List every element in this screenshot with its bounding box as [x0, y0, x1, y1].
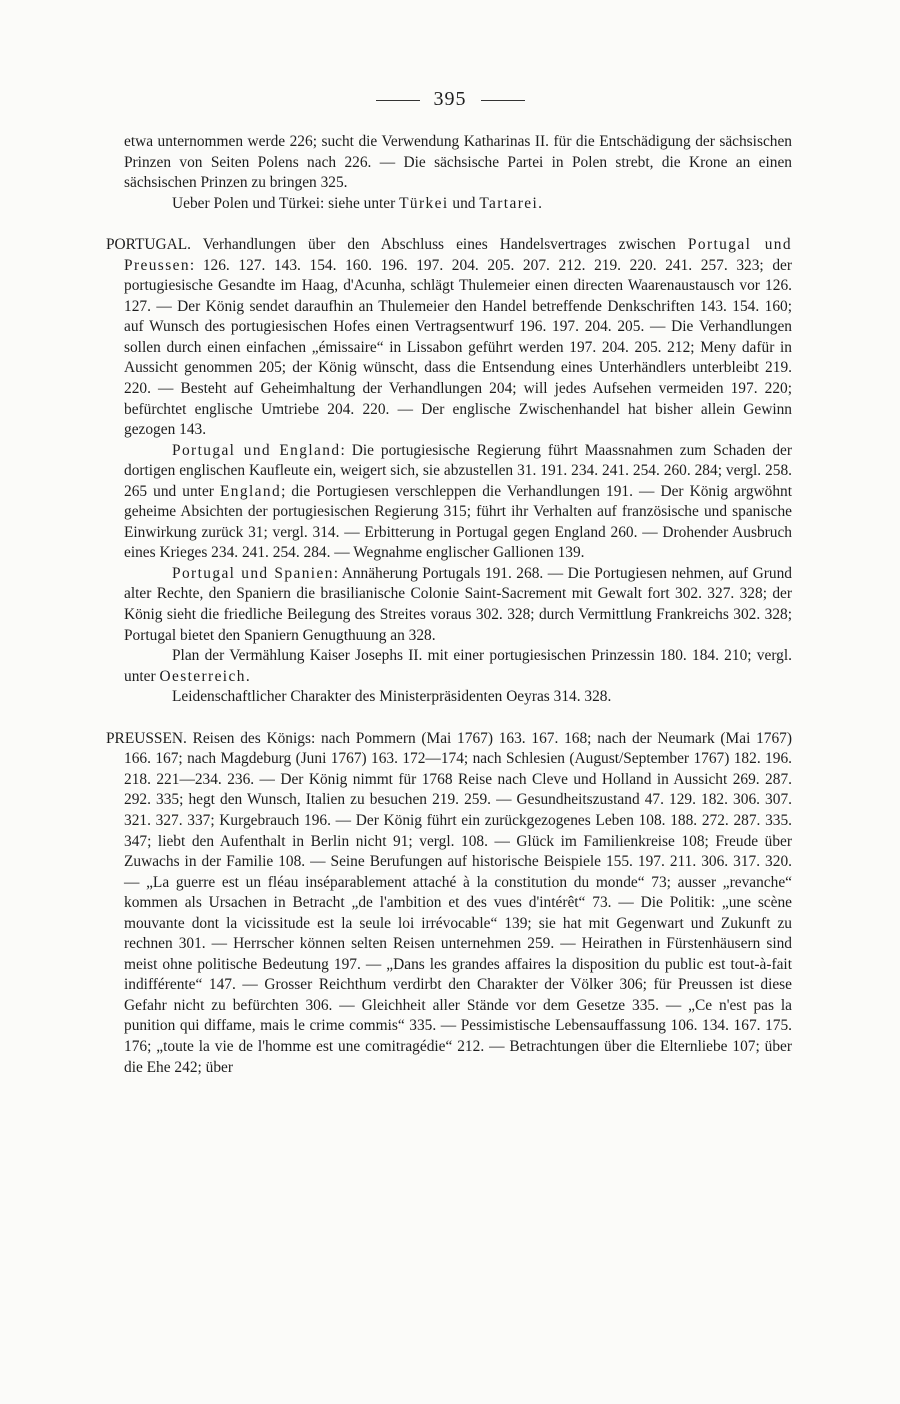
portugal-text: . — [245, 667, 250, 685]
portugal-subheading: Portugal und Preussen — [124, 236, 792, 274]
preussen-text: Reisen des Königs: nach Pommern (Mai 1767) 163. 167. 168; nach der Neumark (Mai 1767) 166. 167; nach Magdeburg (Juni 1767) 163. 172—174; nach Schlesien (August/September 1767) 182. 196. 218. 221—234. 236. — Der König nimmt für 1768 Reise nach Cleve und Holland in Aussicht 269. 287. 292. 335; hegt den Wunsch, Italien zu besuchen 219. 259. — Gesundheitszustand 47. 129. 182. 306. 307. 321. 327. 337; Kurgebrauch 196. — Der König führt ein zurückgezogenes Leben 108. 188. 272. 287. 335. 347; liebt den Aufenthalt in Berlin nicht 91; vergl. 108. — Glück im Familienkreise 108; Freude über Zuwachs in der Familie 108. — Seine Berufungen auf historische Beispiele 155. 197. 211. 306. 317. 320. — „La guerre est un fléau inséparablement attaché à la constitution du monde“ 73; ausser „revanche“ kommen als Ursachen in Betracht „de l'ambition et des vues d'intérêt“ 73. — Die Politik: „une scène mouvante dont la vicissitude est la seule loi irrévocable“ 139; sie hat mit Gegenwart und Zukunft zu rechnen 301. — Herrscher können selten Reisen unternehmen 259. — Heirathen in Fürstenhäusern sind meist ohne politische Bedeutung 197. — „Dans les grandes affaires la disposition du public est tout-à-fait indifférente“ 147. — Grosser Reichthum verdirbt den Charakter der Völker 306; für Preussen ist diese Gefahr nicht zu befürchten 306. — Gleichheit aller Stände vor dem Gesetze 335. — „Ce n'est pas la punition qui diffame, mais le crime commis“ 335. — Pessimistische Lebensauffassung 106. 134. 167. 175. 176; „toute la vie de l'homme est une comitragédie“ 212. — Betrachtungen über die Elternliebe 107; über die Ehe 242; über — [124, 729, 792, 1076]
cross-reference-target: Türkei — [399, 194, 449, 212]
portugal-text: : 126. 127. 143. 154. 160. 196. 197. 204. 205. 207. 212. 219. 220. 241. 257. 323; der portugiesische Gesandte im Haag, d'Acunha, schlägt Thulemeier einen directen Waarenaustausch vor 126. 127. — Der König sendet daraufhin an Thulemeier den Handel betreffende Denkschriften 143. 154. 160; auf Wunsch des portugiesischen Hofes einen Vertragsentwurf 196. 197. 204. 205. — Die Verhandlungen sollen durch einen einfachen „émissaire“ in Lissabon geführt werden 197. 204. 205. 212; Meny dafür in Aussicht genommen 205; der König wünscht, dass die Entsendung eines Unterhändlers unterbleibt 219. 220. — Besteht auf Geheimhaltung der Verhandlungen 204; will jedes Aufsehen vermeiden 197. 220; befürchtet englische Umtriebe 204. 220. — Der englische Zwischenhandel hat bisher allein Gewinn gezogen 143. — [124, 256, 792, 439]
entry-gap — [106, 708, 792, 729]
portugal-subheading: Portugal und England — [172, 441, 341, 459]
cross-reference-text: Ueber Polen und Türkei: siehe unter — [172, 194, 400, 212]
portugal-paragraph-1 — [106, 235, 792, 440]
portugal-paragraph-4 — [106, 646, 792, 687]
portugal-subheading: Portugal und Spanien — [172, 564, 334, 582]
portugal-paragraph-5: Leidenschaftlicher Charakter des Ministerpräsidenten Oeyras 314. 328. — [172, 688, 612, 706]
portugal-text: : Die portugiesische Regierung führt Maassnahmen zum Schaden der dortigen englischen Kaufleute ein, weigert sich, sie abzustellen 31. 191. 234. 241. 254. 260. 284; vergl. 258. 265 und unter — [124, 441, 792, 500]
portugal-text: Verhandlungen über den Abschluss eines Handelsvertrages zwischen — [191, 236, 688, 254]
portugal-cross-reference: England — [219, 482, 282, 500]
portugal-paragraph-3 — [106, 564, 792, 646]
entry-gap — [106, 214, 792, 235]
portugal-text: : Annäherung Portugals 191. 268. — Die Portugiesen nehmen, auf Grund alter Rechte, den Spaniern die brasilianische Colonie Saint-Sacrement mit Gewalt fort 302. 327. 328; der König sieht die friedliche Beilegung des Streites voraus 302. 328; durch Vermittlung Frankreichs 302. 328; Portugal bietet den Spaniern Genugthuung an 328. — [124, 564, 792, 644]
portugal-text: ; die Portugiesen verschleppen die Verhandlungen 191. — Der König argwöhnt geheime Absichten der portugiesischen Regierung 315; führt ihr Verhalten auf französische und spanische Einwirkung zurück 31; vergl. 314. — Erbitterung in Portugal gegen England 260. — Drohender Ausbruch eines Krieges 234. 241. 254. 284. — Wegnahme englischer Gallionen 139. — [124, 482, 792, 562]
entry-portugal — [106, 235, 792, 708]
preussen-paragraph-1 — [106, 729, 792, 1078]
page-number: 395 — [433, 88, 467, 110]
entry-heading-preussen: PREUSSEN. — [106, 729, 187, 747]
cross-reference-end: . — [538, 194, 543, 212]
page-body — [106, 132, 792, 1078]
cross-reference-target: Tartarei — [479, 194, 539, 212]
portugal-paragraph-2 — [106, 441, 792, 564]
header-rule-right — [481, 100, 525, 101]
continued-entry-text: etwa unternommen werde 226; sucht die Verwendung Katharinas II. für die Entschädigung der sächsischen Prinzen von Seiten Polens nach 226. — Die sächsische Partei in Polen strebt, die Krone an einen sächsischen Prinzen zu bringen 325. — [124, 133, 792, 192]
cross-reference — [106, 194, 792, 215]
portugal-text: Plan der Vermählung Kaiser Josephs II. mit einer portugiesischen Prinzessin 180. 184. 210; vergl. unter — [124, 647, 792, 685]
page-header — [0, 88, 900, 111]
portugal-cross-reference: Oesterreich — [159, 667, 246, 685]
entry-heading-portugal: PORTUGAL. — [106, 236, 192, 254]
header-rule-left — [376, 100, 420, 101]
cross-reference-connector: und — [448, 194, 480, 212]
entry-preussen — [106, 729, 792, 1078]
